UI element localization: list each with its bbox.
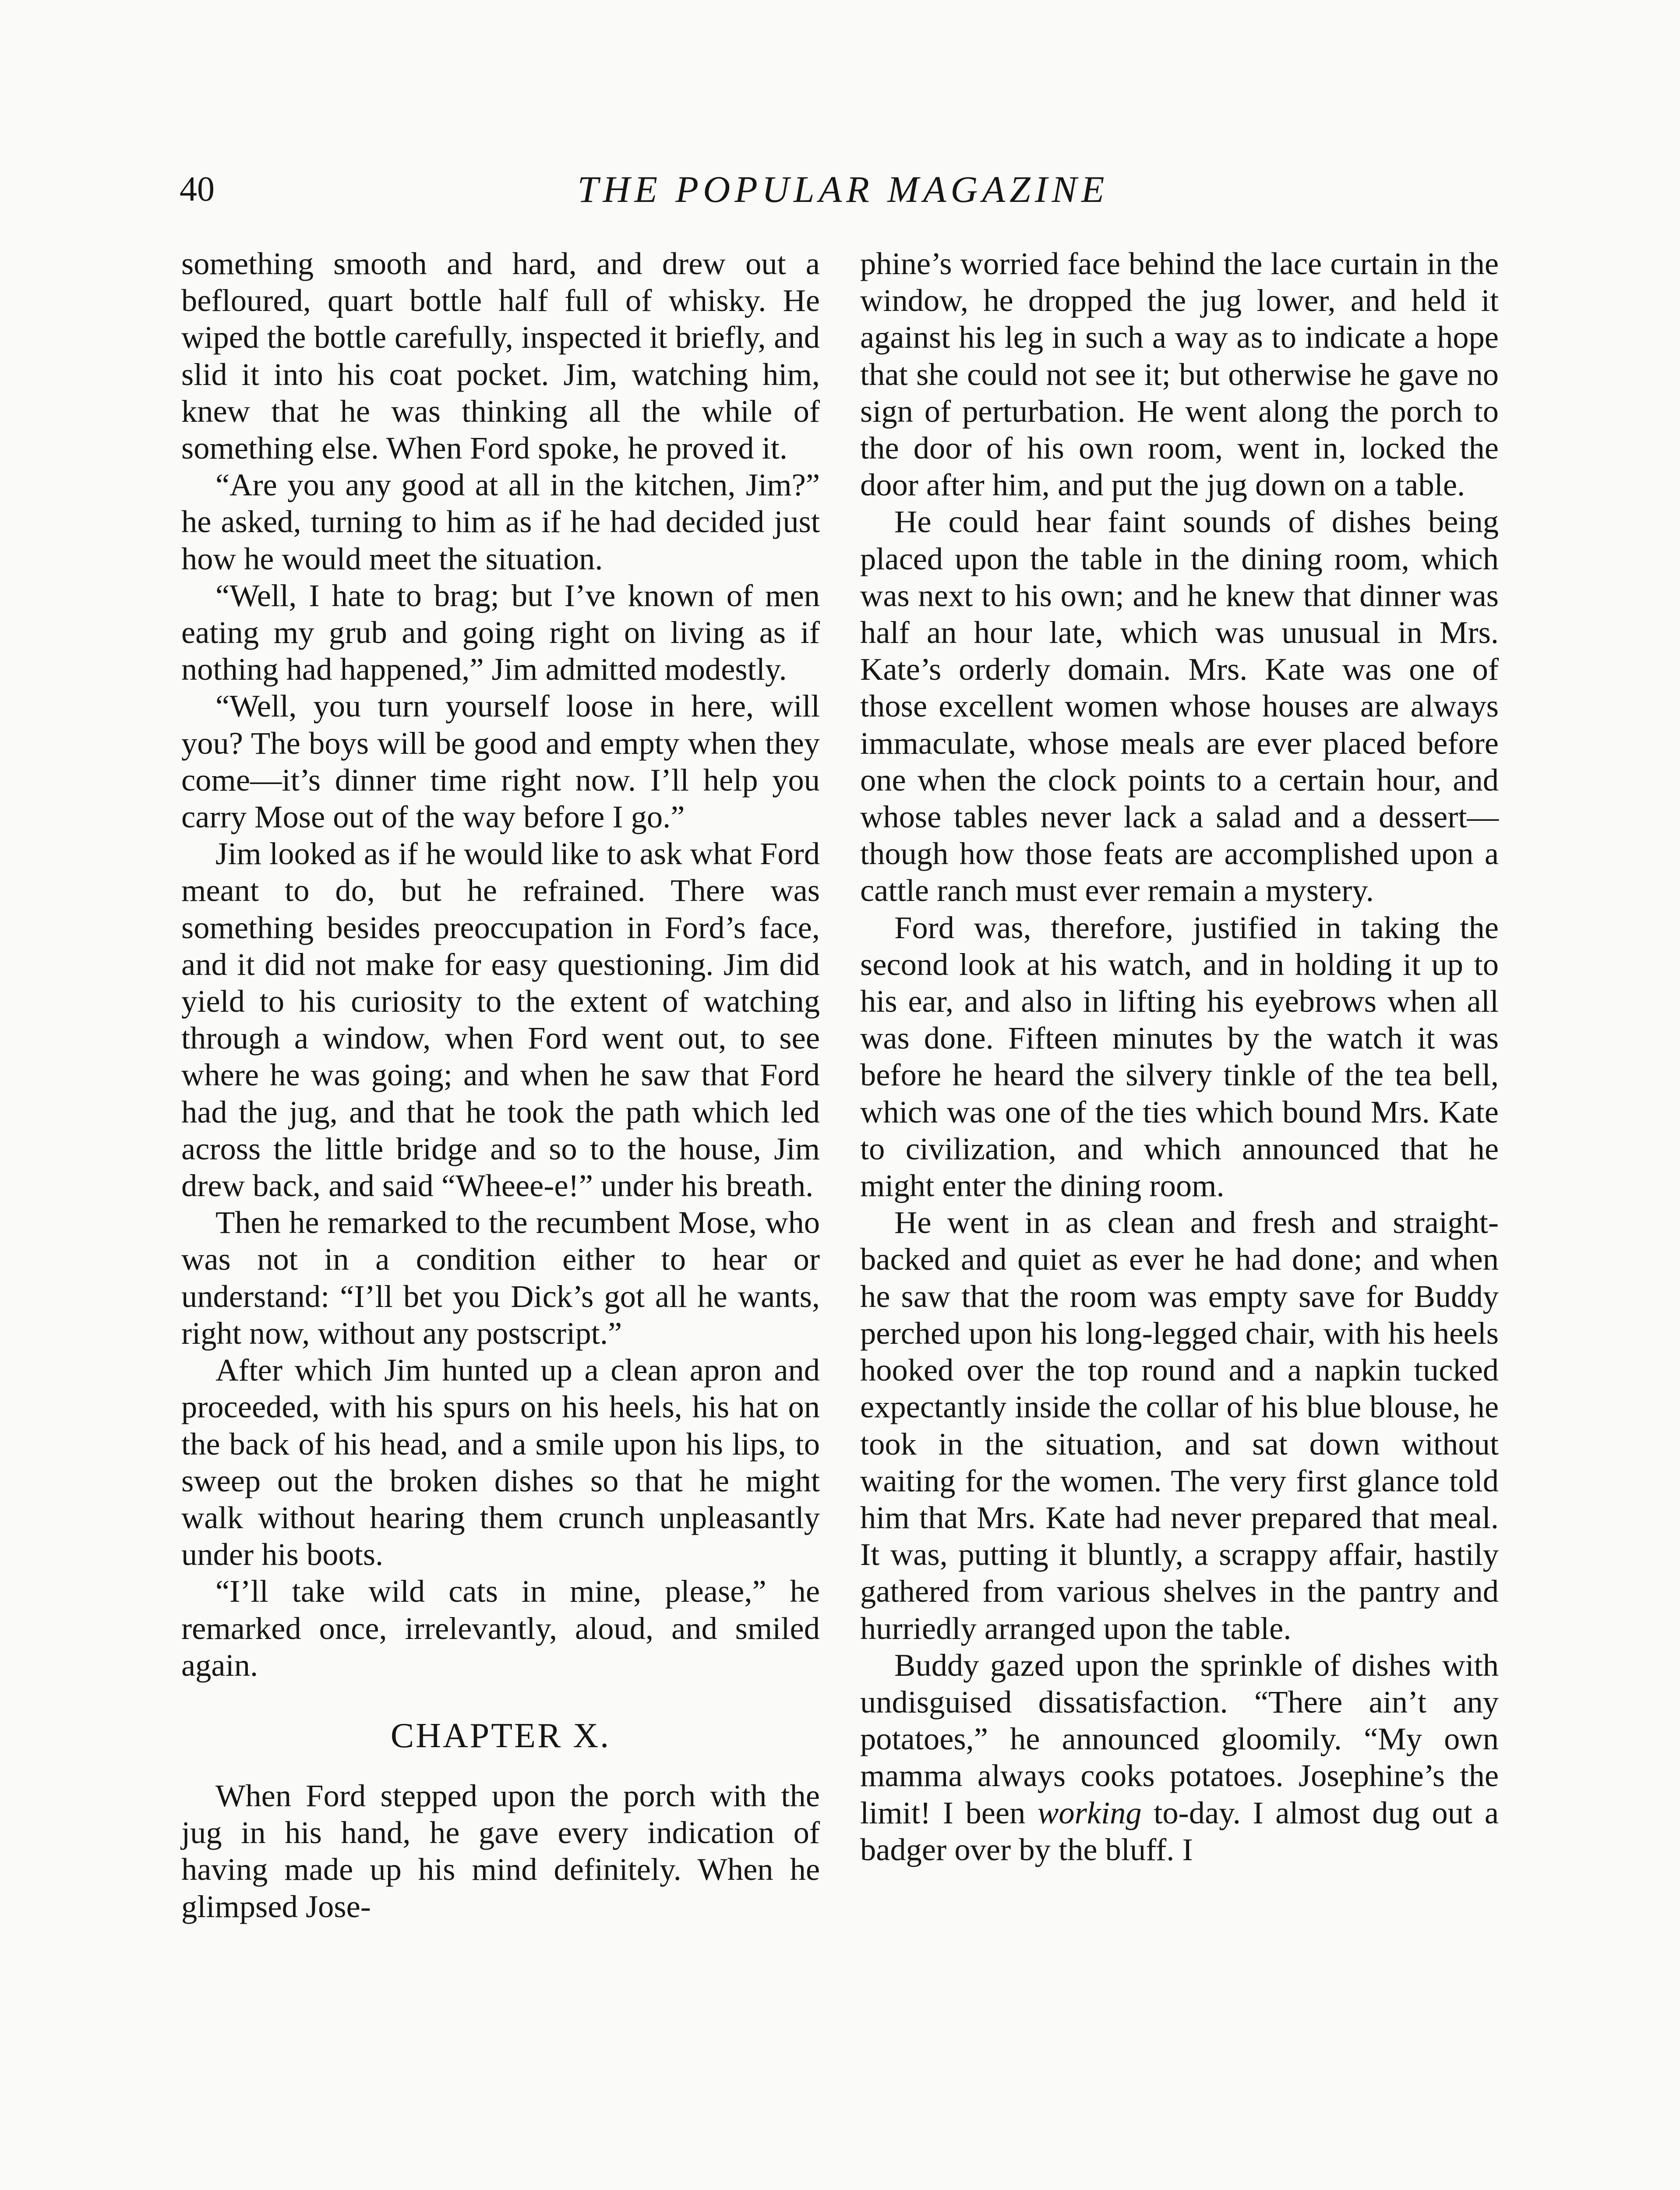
paragraph-text: to-day. I almost dug out a badger over by the bluff. I xyxy=(860,1794,1499,1867)
paragraph: “I’ll take wild cats in mine, please,” he remarked once, irrelevantly, aloud, and smiled again. xyxy=(181,1573,820,1683)
paragraph: “Well, you turn yourself loose in here, will you? The boys will be good and empty when they come—it’s dinner time right now. I’ll help you carry Mose out of the way before I go.” xyxy=(181,688,820,835)
paragraph: something smooth and hard, and drew out a befloured, quart bottle half full of whisky. He wiped the bottle carefully, inspected it briefly, and slid it into his coat pocket. Jim, watching him, knew that he was thinking all the while of something else. When Ford spoke, he proved it. xyxy=(181,246,820,466)
paragraph: He could hear faint sounds of dishes being placed upon the table in the dining room, which was next to his own; and he knew that dinner was half an hour late, which was unusual in Mrs. Kate’s orderly domain. Mrs. Kate was one of those excellent women whose houses are always immaculate, whose meals are ever placed before one when the clock points to a certain hour, and whose tables never lack a salad and a dessert—though how those feats are accomplished upon a cattle ranch must ever remain a mystery. xyxy=(860,504,1499,908)
paragraph: Ford was, therefore, justified in taking the second look at his watch, and in holding it up to his ear, and also in lifting his eyebrows when all was done. Fifteen minutes by the watch it was before he heard the silvery tinkle of the tea bell, which was one of the ties which bound Mrs. Kate to civilization, and which announced that he might enter the dining room. xyxy=(860,909,1499,1204)
magazine-title: THE POPULAR MAGAZINE xyxy=(577,168,1109,210)
chapter-heading: CHAPTER X. xyxy=(390,1716,611,1755)
emphasized-word: working xyxy=(1037,1794,1142,1830)
page-number: 40 xyxy=(180,170,215,208)
paragraph-text: Buddy gazed upon the sprinkle of dishes with undisguised dissatisfaction. “There ain’t any potatoes,” he announced gloomily. “My own mamma always cooks potatoes. Josephine’s the limit! I been xyxy=(860,1647,1499,1830)
paragraph: Jim looked as if he would like to ask what Ford meant to do, but he refrained. There was something besides preoccupation in Ford’s face, and it did not make for easy questioning. Jim did yield to his curiosity to the extent of watching through a window, when Ford went out, to see where he was going; and when he saw that Ford had the jug, and that he took the path which led across the little bridge and so to the house, Jim drew back, and said “Wheee-e!” under his breath. xyxy=(181,836,820,1204)
paragraph: phine’s worried face behind the lace curtain in the window, he dropped the jug lower, and held it against his leg in such a way as to indicate a hope that she could not see it; but otherwise he gave no sign of perturbation. He went along the porch to the door of his own room, went in, locked the door after him, and put the jug down on a table. xyxy=(860,246,1499,503)
page-header xyxy=(180,163,1507,215)
paragraph: Then he remarked to the recumbent Mose, who was not in a condition either to hear or understand: “I’ll bet you Dick’s got all he wants, right now, without any postscript.” xyxy=(181,1204,820,1351)
paragraph: “Well, I hate to brag; but I’ve known of men eating my grub and going right on living as if nothing had happened,” Jim admitted modestly. xyxy=(181,577,820,687)
left-column xyxy=(181,245,820,1925)
paragraph: “Are you any good at all in the kitchen, Jim?” he asked, turning to him as if he had decided just how he would meet the situation. xyxy=(181,467,820,576)
paragraph: When Ford stepped upon the porch with the jug in his hand, he gave every indication of having made up his mind definitely. When he glimpsed Jose- xyxy=(181,1777,820,1924)
paragraph xyxy=(860,1647,1499,1868)
paragraph: After which Jim hunted up a clean apron and proceeded, with his spurs on his heels, his hat on the back of his head, and a smile upon his lips, to sweep out the broken dishes so that he might walk without hearing them crunch unpleasantly under his boots. xyxy=(181,1352,820,1572)
paragraph: He went in as clean and fresh and straight-backed and quiet as ever he had done; and when he saw that the room was empty save for Buddy perched upon his long-legged chair, with his heels hooked over the top round and a napkin tucked expectantly inside the collar of his blue blouse, he took in the situation, and sat down without waiting for the women. The very first glance told him that Mrs. Kate had never prepared that meal. It was, putting it bluntly, a scrappy affair, hastily gathered from various shelves in the pantry and hurriedly arranged upon the table. xyxy=(860,1204,1499,1646)
right-column xyxy=(860,245,1499,1868)
